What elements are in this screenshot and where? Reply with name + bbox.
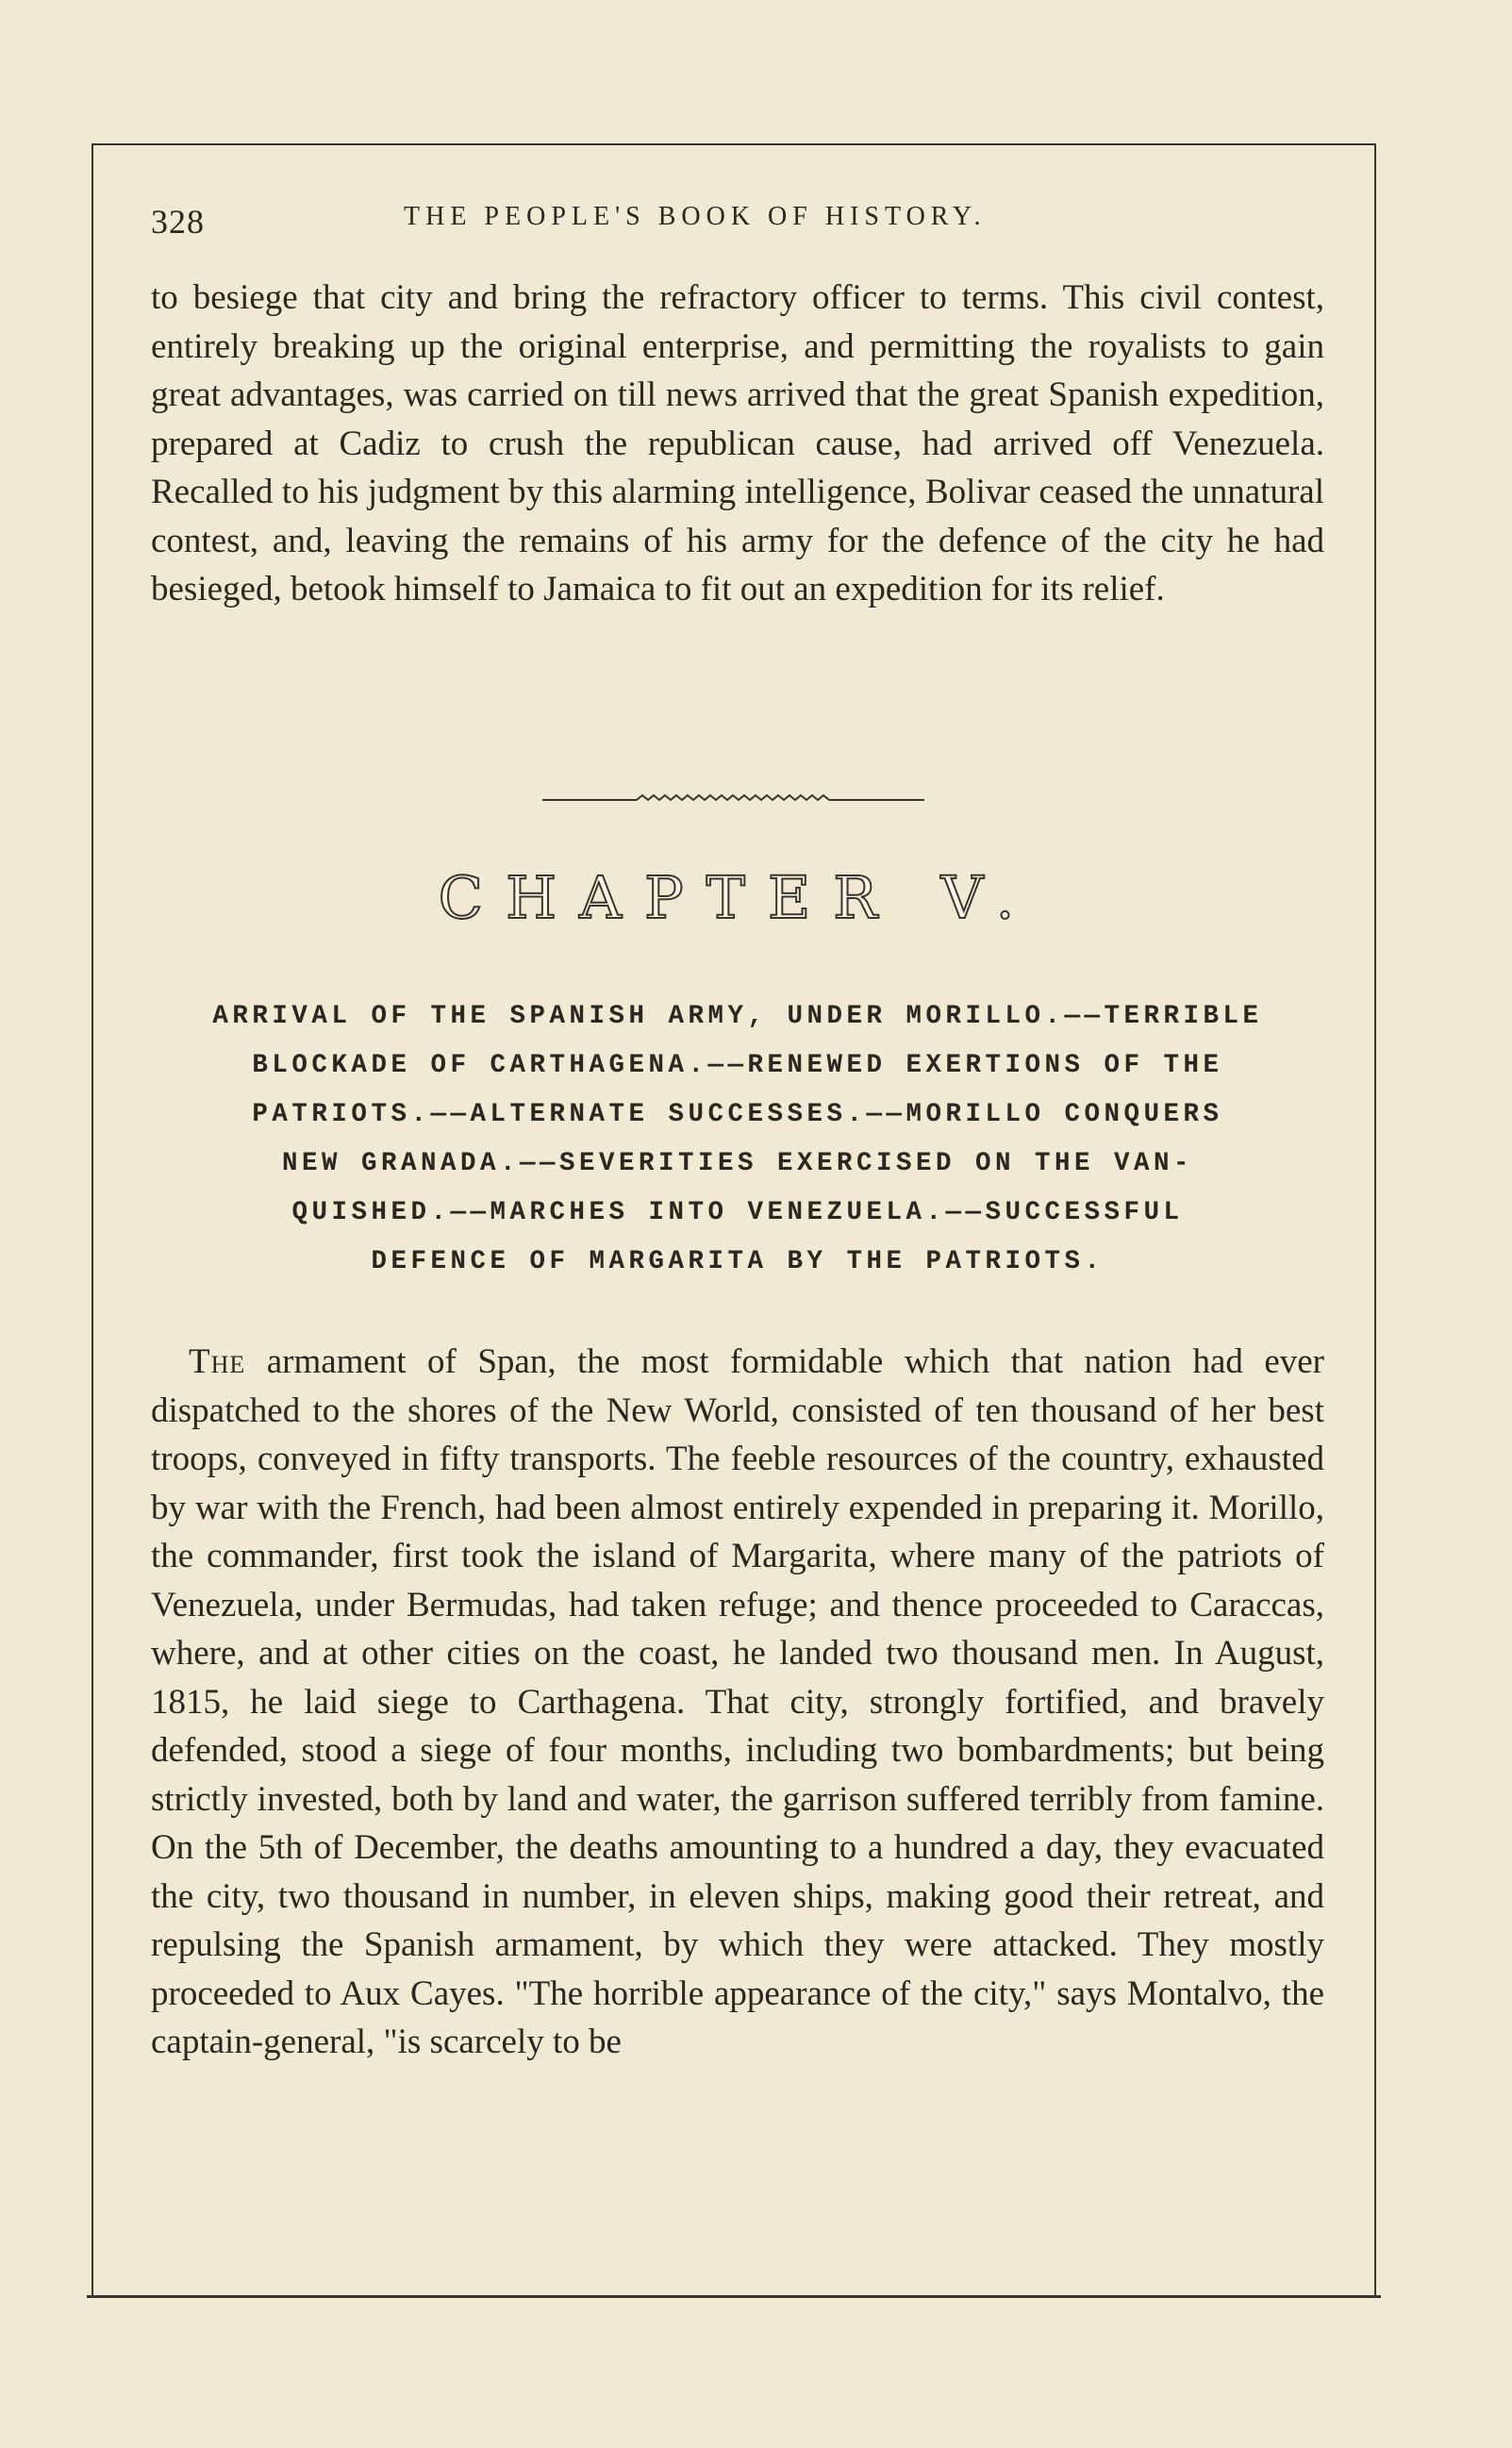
summary-line: DEFENCE OF MARGARITA BY THE PATRIOTS. [371, 1247, 1105, 1276]
paragraph-text: armament of Span, the most formidable which that nation had ever dispatched to the shores of the New World, consisted of ten thousand of her best troops, conveyed in fifty transports. The feeble resources of the country, exhausted by war with the French, had been almost entirely expended in preparing it. Morillo, the commander, first took the island of Margarita, where many of the patriots of Venezuela, under Bermudas, had taken refuge; and thence proceeded to Caraccas, where, and at other cities on the coast, he landed two thousand men. In August, 1815, he laid siege to Carthagena. That city, strongly fortified, and bravely defended, stood a siege of four months, including two bombardments; but being strictly invested, both by land and water, the garrison suffered terribly from famine. On the 5th of December, the deaths amounting to a hundred a day, they evacuated the city, two thousand in number, in eleven ships, making good their retreat, and repulsing the Spanish armament, by which they were attacked. They mostly proceeded to Aux Cayes. "The horrible appearance of the city," says Montalvo, the captain-general, "is scarcely to be [151, 1342, 1324, 2061]
chapter-body [151, 1338, 1324, 2067]
page-number: 328 [151, 203, 205, 241]
paragraph [151, 1338, 1324, 2067]
lead-word: The [189, 1342, 246, 1381]
paragraph-continuation [151, 274, 1324, 614]
section-ornament [542, 791, 924, 809]
page-border-bottom [87, 2295, 1381, 2298]
ornament-wave [637, 795, 829, 800]
summary-line: NEW GRANADA.——SEVERITIES EXERCISED ON THE VAN- [281, 1149, 1194, 1178]
running-title: THE PEOPLE'S BOOK OF HISTORY. [404, 202, 987, 231]
summary-line: QUISHED.——MARCHES INTO VENEZUELA.——SUCCESSFUL [291, 1198, 1184, 1227]
chapter-summary [151, 992, 1324, 1287]
running-header [151, 196, 1325, 253]
summary-line: PATRIOTS.——ALTERNATE SUCCESSES.——MORILLO CONQUERS [252, 1100, 1223, 1129]
summary-line: BLOCKADE OF CARTHAGENA.——RENEWED EXERTIONS OF THE [252, 1051, 1223, 1080]
summary-line: ARRIVAL OF THE SPANISH ARMY, UNDER MORILLO.——TERRIBLE [212, 1002, 1263, 1031]
paragraph-text: to besiege that city and bring the refractory officer to terms. This civil contest, entirely breaking up the original enterprise, and permitting the royalists to gain great advantages, was carried on till news arrived that the great Spanish expedition, prepared at Cadiz to crush the republican cause, had arrived off Venezuela. Recalled to his judgment by this alarming intelligence, Bolivar ceased the unnatural contest, and, leaving the remains of his army for the defence of the city he had besieged, betook himself to Jamaica to fit out an expedition for its relief. [151, 278, 1324, 608]
chapter-heading: CHAPTER V. [438, 863, 1038, 932]
